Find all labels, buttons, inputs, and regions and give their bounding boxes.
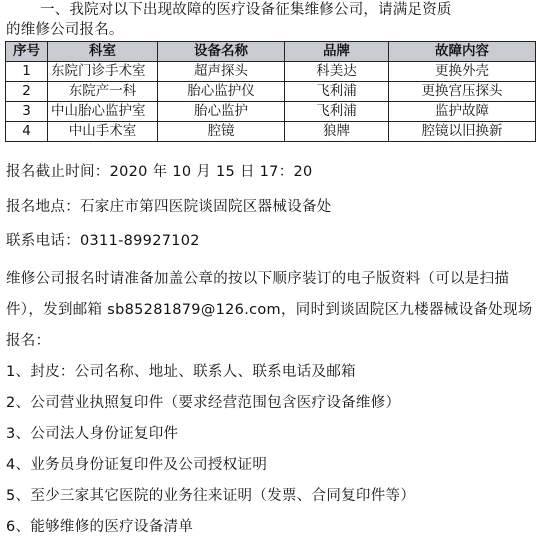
registration-deadline: 报名截止时间：2020 年 10 月 15 日 17：20 <box>6 164 313 180</box>
registration-location: 报名地点：石家庄市第四医院谈固院区器械设备处 <box>6 199 332 215</box>
cell-department: 中山手术室 <box>48 122 158 142</box>
cell-fault: 更换外壳 <box>389 62 536 82</box>
cell-brand: 狼牌 <box>285 122 389 142</box>
requirement-item: 3、公司法人身份证复印件 <box>6 426 179 442</box>
header-index: 序号 <box>6 42 48 62</box>
cell-device-name: 腔镜 <box>158 122 285 142</box>
requirement-item: 5、至少三家其它医院的业务往来证明（发票、合同复印件等） <box>6 488 416 504</box>
header-brand: 品牌 <box>285 42 389 62</box>
table-row <box>6 122 536 142</box>
faulty-equipment-table <box>5 41 536 142</box>
header-fault: 故障内容 <box>389 42 536 62</box>
table-row <box>6 102 536 122</box>
requirement-item: 4、业务员身份证复印件及公司授权证明 <box>6 457 268 473</box>
contact-phone: 联系电话：0311-89927102 <box>6 233 200 249</box>
table-row <box>6 82 536 102</box>
intro-paragraph <box>6 0 542 40</box>
intro-line-1: 一、我院对以下出现故障的医疗设备征集维修公司，请满足资质 <box>40 2 452 18</box>
cell-index: 4 <box>6 122 48 142</box>
requirement-item: 6、能够维修的医疗设备清单 <box>6 519 194 535</box>
table-row <box>6 62 536 82</box>
header-device-name: 设备名称 <box>158 42 285 62</box>
cell-index: 2 <box>6 82 48 102</box>
cell-device-name: 胎心监护仪 <box>158 82 285 102</box>
table-header-row <box>6 42 536 62</box>
cell-brand: 飞利浦 <box>285 102 389 122</box>
requirement-item: 1、封皮：公司名称、地址、联系人、联系电话及邮箱 <box>6 364 356 380</box>
cell-index: 3 <box>6 102 48 122</box>
cell-index: 1 <box>6 62 48 82</box>
cell-department: 东院门诊手术室 <box>48 62 158 82</box>
cell-department: 中山胎心监护室 <box>48 102 158 122</box>
cell-department: 东院产一科 <box>48 82 158 102</box>
cell-device-name: 胎心监护 <box>158 102 285 122</box>
cell-brand: 科美达 <box>285 62 389 82</box>
cell-fault: 腔镜以旧换新 <box>389 122 536 142</box>
document-requirements <box>6 264 544 543</box>
cell-fault: 监护故障 <box>389 102 536 122</box>
intro-line-2: 的维修公司报名。 <box>6 22 124 38</box>
instructions-paragraph: 维修公司报名时请准备加盖公章的按以下顺序装订的电子版资料（可以是扫描件），发到邮箱 sb85281879@126.com，同时到谈固院区九楼器械设备处现场报名： <box>6 271 533 349</box>
header-department: 科室 <box>48 42 158 62</box>
cell-brand: 飞利浦 <box>285 82 389 102</box>
cell-device-name: 超声探头 <box>158 62 285 82</box>
requirement-item: 2、公司营业执照复印件（要求经营范围包含医疗设备维修） <box>6 395 401 411</box>
cell-fault: 更换宫压探头 <box>389 82 536 102</box>
